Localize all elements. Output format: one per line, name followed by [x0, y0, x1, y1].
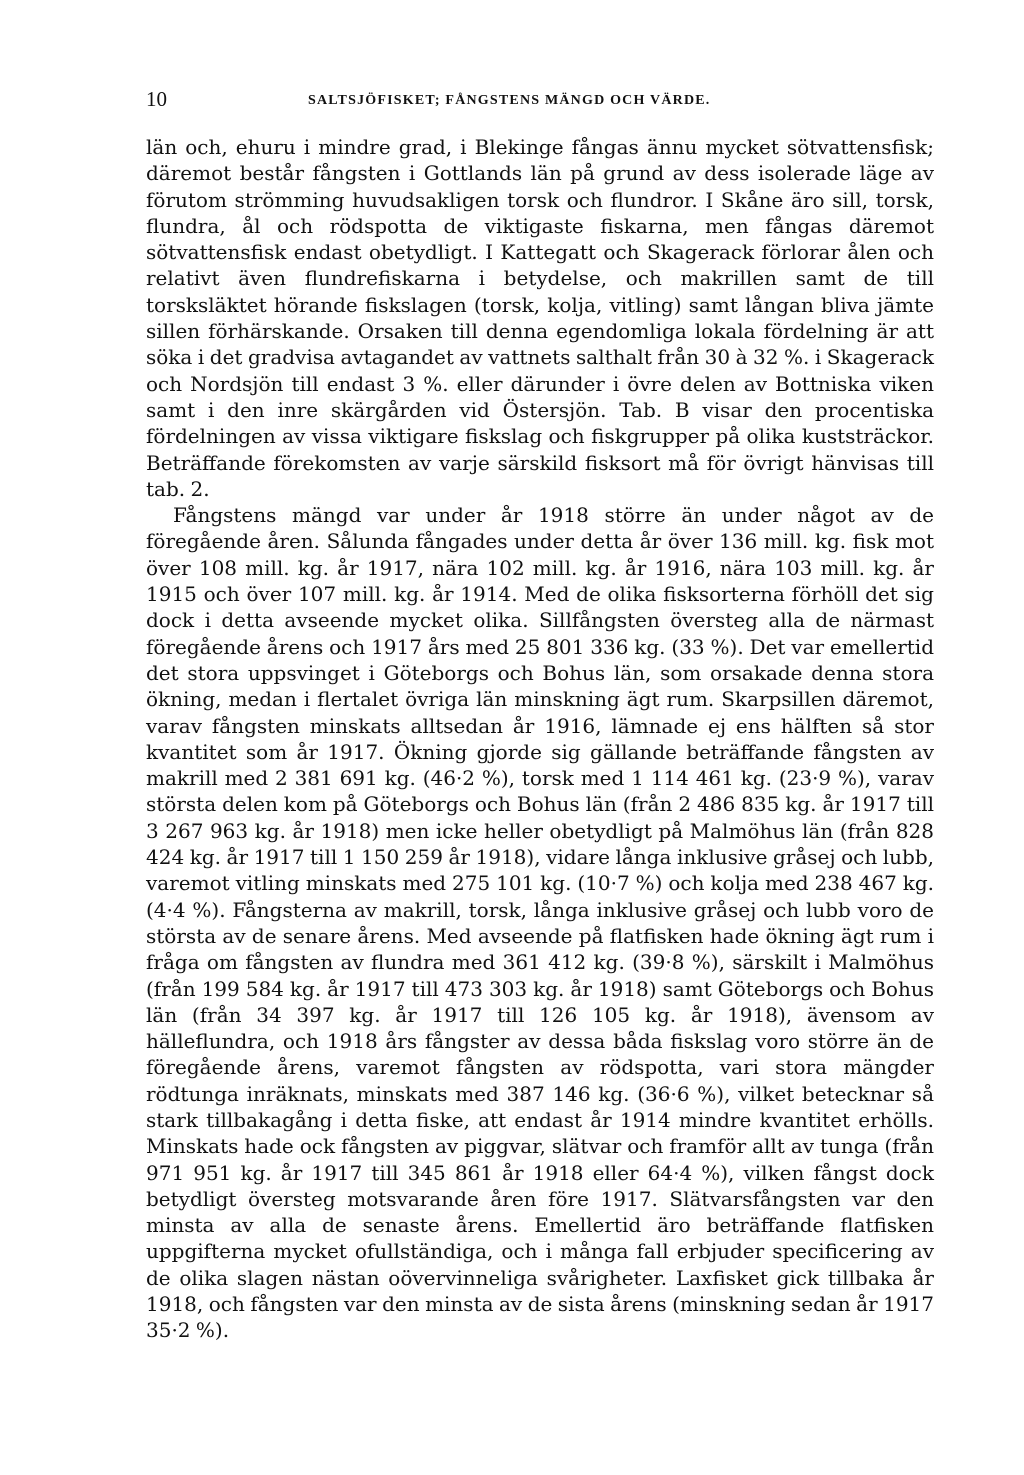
page-header [146, 84, 934, 114]
document-page [146, 84, 934, 1344]
paragraph-1: län och, ehuru i mindre grad, i Blekinge fångas ännu mycket sötvattensfisk; däremot består fångsten i Gottlands län på grund av dess isolerade läge av förutom strömming huvudsakligen torsk och flundror. I Skåne äro sill, torsk, flundra, ål och rödspotta de viktigaste fiskarna, men fångas däremot sötvattensfisk endast obetydligt. I Kattegatt och Skagerack förlorar ålen och relativt även flundrefiskarna i betydelse, och makrillen samt de till torsksläktet hörande fiskslagen (torsk, kolja, vitling) samt långan bliva jämte sillen förhärskande. Orsaken till denna egendomliga lokala fördelning är att söka i det gradvisa avtagandet av vattnets salthalt från 30 à 32 %. i Skagerack och Nordsjön till endast 3 %. eller därunder i övre delen av Bottniska viken samt i den inre skärgården vid Östersjön. Tab. B visar den procentiska fördelningen av vissa viktigare fiskslag och fiskgrupper på olika kuststräckor. Beträffande förekomsten av varje särskild fisksort må för övrigt hänvisas till tab. 2. [146, 135, 934, 501]
body-text [146, 134, 934, 1344]
page-number: 10 [146, 87, 167, 111]
running-title: SALTSJÖFISKET; FÅNGSTENS MÄNGD OCH VÄRDE. [308, 93, 711, 108]
paragraph-2: Fångstens mängd var under år 1918 större än under något av de föregående åren. Sålunda fångades under detta år över 136 mill. kg. fisk mot över 108 mill. kg. år 1917, nära 102 mill. kg. år 1916, nära 103 mill. kg. år 1915 och över 107 mill. kg. år 1914. Med de olika fisksorterna förhöll det sig dock i detta avseende mycket olika. Sillfångsten översteg alla de närmast föregående årens och 1917 års med 25 801 336 kg. (33 %). Det var emellertid det stora uppsvinget i Göteborgs och Bohus län, som orsakade denna stora ökning, medan i flertalet övriga län minskning ägt rum. Skarpsillen däremot, varav fångsten minskats alltsedan år 1916, lämnade ej ens hälften så stor kvantitet som år 1917. Ökning gjorde sig gällande beträffande fångsten av makrill med 2 381 691 kg. (46·2 %), torsk med 1 114 461 kg. (23·9 %), varav största delen kom på Göteborgs och Bohus län (från 2 486 835 kg. år 1917 till 3 267 963 kg. år 1918) men icke heller obetydligt på Malmöhus län (från 828 424 kg. år 1917 till 1 150 259 år 1918), vidare långa inklusive gråsej och lubb, varemot vitling minskats med 275 101 kg. (10·7 %) och kolja med 238 467 kg. (4·4 %). Fångsterna av makrill, torsk, långa inklusive gråsej och lubb voro de största av de senare årens. Med avseende på flatfisken hade ökning ägt rum i fråga om fångsten av flundra med 361 412 kg. (39·8 %), särskilt i Malmöhus (från 199 584 kg. år 1917 till 473 303 kg. år 1918) samt Göteborgs och Bohus län (från 34 397 kg. år 1917 till 126 105 kg. år 1918), ävensom av hälleflundra, och 1918 års fångster av dessa båda fiskslag voro större än de föregående årens, varemot fångsten av rödspotta, vari stora mängder rödtunga inräknats, minskats med 387 146 kg. (36·6 %), vilket betecknar så stark tillbakagång i detta fiske, att endast år 1914 mindre kvantitet erhölls. Minskats hade ock fångsten av piggvar, slätvar och framför allt av tunga (från 971 951 kg. år 1917 till 345 861 år 1918 eller 64·4 %), vilken fångst dock betydligt översteg motsvarande åren före 1917. Slätvarsfångsten var den minsta av alla de senaste årens. Emellertid äro beträffande flatfisken uppgifterna mycket ofullständiga, och i många fall erbjuder specificering av de olika slagen nästan oövervinneliga svårigheter. Laxfisket gick tillbaka år 1918, och fångsten var den minsta av de sista årens (minskning sedan år 1917 35·2 %). [146, 503, 934, 1343]
